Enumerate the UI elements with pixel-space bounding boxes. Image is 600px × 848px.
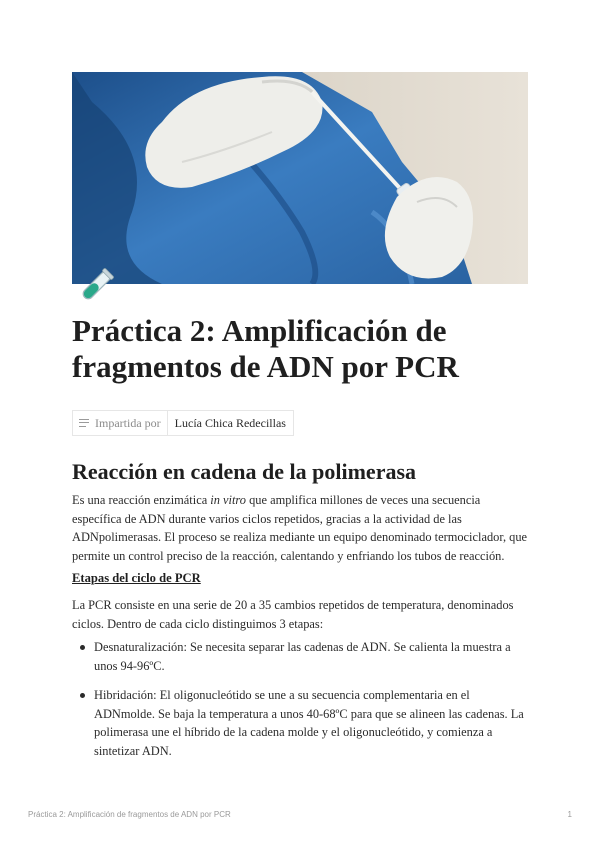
intro-text-end: que amplifica millones de veces una secuencia específica de ADN durante varios ciclos repetidos, gracias a la actividad de las ADNpolimerasas. El proceso se realiza mediante un equipo denominado termociclador, que permite un control preciso de la reacción, calentando y enfriando los tubos de reacción. [72,493,528,563]
list-item-text: Hibridación: El oligonucleótido se une a su secuencia complementaria en el ADNmolde. Se baja la temperatura a unos 40-68ºC para que se alineen las cadenas. La polimerasa une el híbrido de la cadena molde y el oligonucleótido, y comienza a sintetizar ADN. [94,688,524,758]
property-key-label: Impartida por [95,416,161,430]
stages-list [72,638,530,771]
cover-image [72,72,528,284]
bullet-icon [80,693,85,698]
property-row [72,410,294,436]
intro-paragraph [72,491,530,565]
page-number: 1 [567,810,572,819]
section-heading: Reacción en cadena de la polimerasa [72,459,417,484]
list-item [72,686,530,760]
property-key [73,411,168,435]
stages-paragraph: La PCR consiste en una serie de 20 a 35 cambios repetidos de temperatura, denominados ciclos. Dentro de cada ciclo distinguimos 3 etapas: [72,598,514,631]
text-lines-icon [79,419,89,428]
intro-italic: in vitro [210,493,246,507]
intro-text-start: Es una reacción enzimática [72,493,211,507]
list-item-text: Desnaturalización: Se necesita separar las cadenas de ADN. Se calienta la muestra a unos 94-96ºC. [94,640,511,673]
bullet-icon [80,645,85,650]
property-value: Lucía Chica Redecillas [174,416,286,430]
test-tube-icon [76,266,116,306]
lab-gloves-swab-photo [72,72,528,284]
page-title: Práctica 2: Amplificación de fragmentos de ADN por PCR [72,313,459,384]
page-footer [28,810,572,819]
footer-title: Práctica 2: Amplificación de fragmentos de ADN por PCR [28,810,231,819]
subheading: Etapas del ciclo de PCR [72,571,201,585]
list-item [72,638,530,675]
